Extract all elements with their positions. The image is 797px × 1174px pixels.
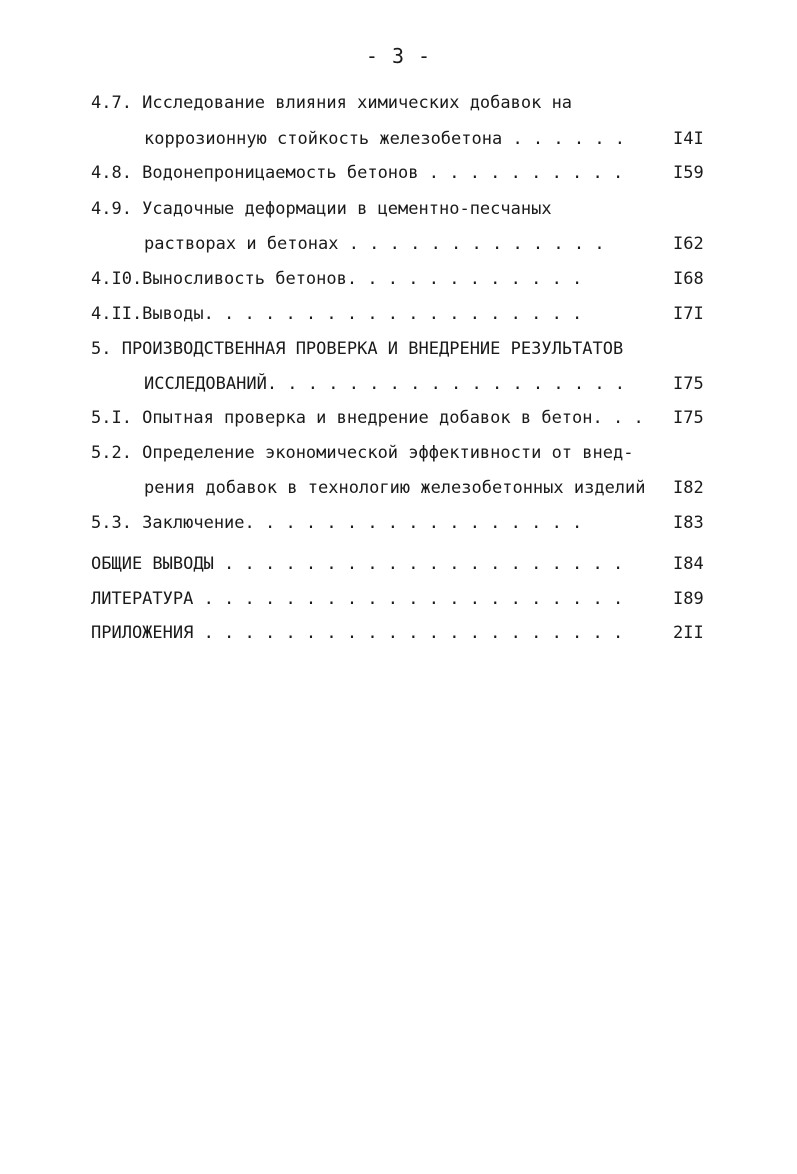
page-number: - 3 - <box>365 44 432 68</box>
toc-page-ref: I4I <box>673 129 704 149</box>
toc-entry-line: 5.3. Заключение. . . . . . . . . . . . . . . . . <box>91 513 583 533</box>
toc-entry-line: ИССЛЕДОВАНИЙ. . . . . . . . . . . . . . . . . . <box>144 374 626 394</box>
toc-entry-line: 4.II.Выводы. . . . . . . . . . . . . . . . . . . <box>91 304 583 324</box>
toc-entry-line: ОБЩИЕ ВЫВОДЫ . . . . . . . . . . . . . . . . . . . . <box>91 554 624 574</box>
toc-page-ref: I62 <box>673 234 704 254</box>
toc-entry-line: 5. ПРОИЗВОДСТВЕННАЯ ПРОВЕРКА И ВНЕДРЕНИЕ РЕЗУЛЬТАТОВ <box>91 339 624 359</box>
toc-entry-line: 4.I0.Выносливость бетонов. . . . . . . . . . . . <box>91 269 583 289</box>
toc-entry-line: растворах и бетонах . . . . . . . . . . . . . <box>144 234 605 254</box>
toc-entry-line: 4.8. Водонепроницаемость бетонов . . . . . . . . . . <box>91 163 624 183</box>
toc-entry-line: коррозионную стойкость железобетона . . . . . . <box>144 129 626 149</box>
toc-page-ref: I7I <box>673 304 704 324</box>
toc-entry-line: ПРИЛОЖЕНИЯ . . . . . . . . . . . . . . . . . . . . . <box>91 623 624 643</box>
toc-page-ref: I82 <box>673 478 704 498</box>
toc-page-ref: I75 <box>673 408 704 428</box>
toc-page-ref: I84 <box>673 554 704 574</box>
toc-entry-line: 5.2. Определение экономической эффективности от внед- <box>91 443 634 463</box>
toc-entry-line: рения добавок в технологию железобетонных изделий <box>144 478 646 498</box>
toc-page-ref: I83 <box>673 513 704 533</box>
toc-entry-line: 4.9. Усадочные деформации в цементно-песчаных <box>91 199 552 219</box>
toc-page-ref: 2II <box>673 623 704 643</box>
toc-page-ref: I59 <box>673 163 704 183</box>
toc-page-ref: I68 <box>673 269 704 289</box>
toc-page-ref: I89 <box>673 589 704 609</box>
toc-entry-line: ЛИТЕРАТУРА . . . . . . . . . . . . . . . . . . . . . <box>91 589 624 609</box>
toc-entry-line: 4.7. Исследование влияния химических добавок на <box>91 93 573 113</box>
toc-entry-line: 5.I. Опытная проверка и внедрение добавок в бетон. . . <box>91 408 644 428</box>
toc-page-ref: I75 <box>673 374 704 394</box>
